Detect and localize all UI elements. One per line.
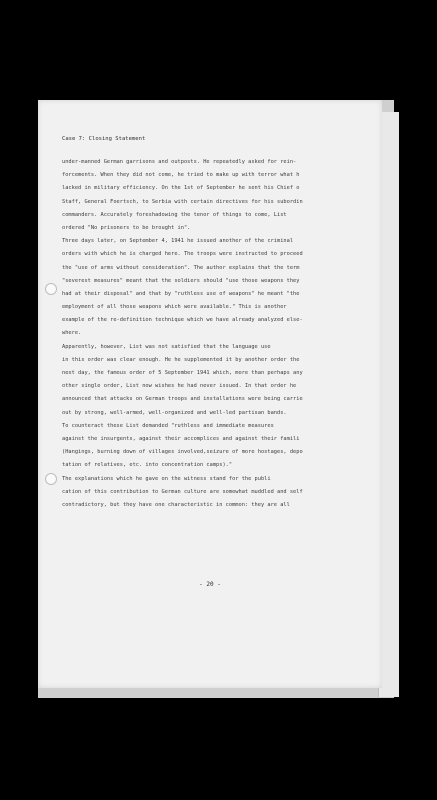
punch-hole-icon: [45, 283, 57, 295]
text-line: under-manned German garrisons and outposts. He repeatedly asked for rein-: [62, 159, 297, 165]
text-line: next day, the famous order of 5 September 1941 which, more than perhaps any: [62, 370, 303, 376]
text-line: the "use of arms without consideration". The author explains that the term: [62, 264, 300, 271]
text-line: ordered "No prisoners to be brought in".: [62, 224, 191, 231]
document-page: [38, 100, 382, 688]
text-line: out by strong, well-armed, well-organized and well-led partisan bands.: [62, 409, 287, 416]
text-line: To counteract these List demanded "ruthless and immediate measures: [62, 422, 274, 429]
text-line: tation of relatives, etc. into concentration camps).": [62, 462, 233, 469]
text-line: lacked in military efficiency. On the 1st of September he sent his Chief o: [62, 185, 300, 192]
page-number: - 20 -: [199, 581, 221, 588]
text-line: Three days later, on September 4, 1941 he issued another of the criminal: [62, 238, 294, 245]
page-header: Case 7: Closing Statement: [62, 136, 146, 142]
text-line: commanders. Accurately foreshadowing the tenor of things to come, List: [62, 211, 287, 218]
text-line: Apparently, however, List was not satisfied that the language use: [62, 343, 271, 350]
text-line: Staff, General Foertsch, to Serbia with certain directives for his subordin: [62, 198, 303, 205]
text-line: in this order was clear enough. He he supplemented it by another order the: [62, 356, 300, 363]
text-line: (Hangings, burning down of villages involved,seizure of more hostages, depo: [62, 449, 303, 456]
text-line: forcements. When they did not come, he tried to make up with terror what h: [62, 172, 300, 179]
body-text: [62, 156, 374, 512]
text-line: announced that attacks on German troops and installations were being carrie: [62, 396, 303, 403]
text-line: contradictory, but they have one characteristic in common: they are all: [62, 501, 290, 508]
punch-hole-icon: [45, 473, 57, 485]
text-line: The explanations which he gave on the witness stand for the publi: [62, 475, 271, 482]
text-line: example of the re-definition technique which we have already analyzed else-: [62, 317, 303, 324]
text-line: cation of this contribution to German culture are somewhat muddled and self: [62, 488, 303, 495]
text-line: other single order, List now wishes he had never issued. In that order he: [62, 383, 297, 390]
text-line: where.: [62, 330, 82, 337]
text-line: against the insurgents, against their accomplices and against their famili: [62, 435, 300, 442]
text-line: had at their disposal" and that by "ruthless use of weapons" he meant "the: [62, 290, 300, 297]
text-line: "severest measures" meant that the soldiers should "use those weapons they: [62, 277, 300, 284]
text-line: employment of all those weapons which were available." This is another: [62, 304, 287, 311]
text-line: orders with which he is charged here. The troops were instructed to proceed: [62, 251, 303, 258]
